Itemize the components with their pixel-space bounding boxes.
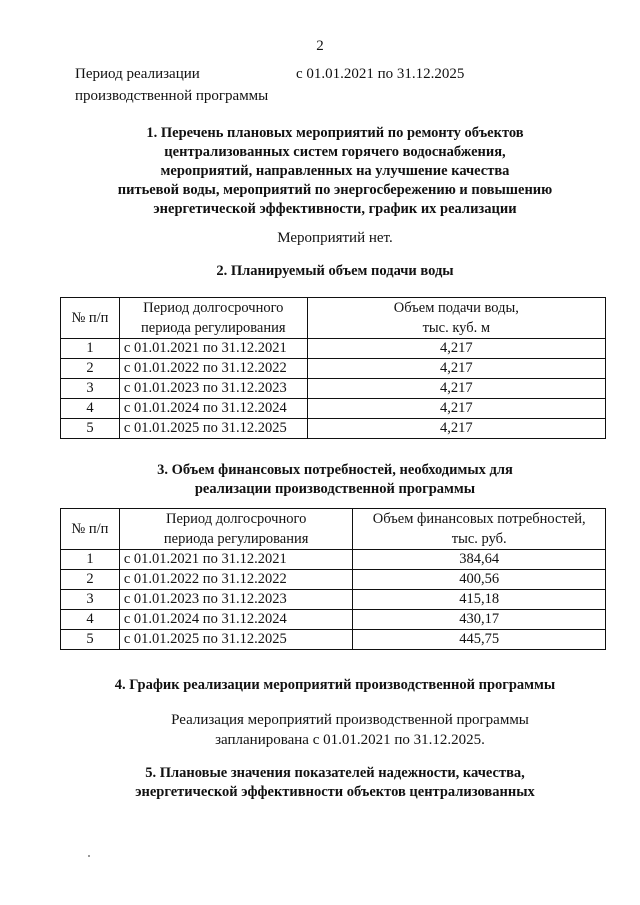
row-number: 2 [61,570,120,590]
financial-needs-table [60,508,606,650]
section4-heading: 4. График реализации мероприятий производственной программы [114,677,556,693]
scan-speck [88,855,90,857]
row-period: с 01.01.2021 по 31.12.2021 [119,550,353,570]
column-header-period: Период долгосрочного периода регулирования [119,298,307,339]
column-header-number: № п/п [61,509,120,550]
section1-heading-line: централизованных систем горячего водоснабжения, [164,144,506,160]
row-period: с 01.01.2024 по 31.12.2024 [119,399,307,419]
period-value: с 01.01.2021 по 31.12.2025 [296,66,465,82]
section3-heading-line: 3. Объем финансовых потребностей, необходимых для [157,462,513,478]
section5-heading-line: энергетической эффективности объектов централизованных [135,784,535,800]
row-number: 2 [61,359,120,379]
supply-volume-table [60,297,606,439]
row-value: 4,217 [307,379,605,399]
table-row [61,399,606,419]
table-row [61,630,606,650]
section1-heading-line: энергетической эффективности, график их реализации [153,201,517,217]
section1-heading-line: 1. Перечень плановых мероприятий по ремонту объектов [146,125,524,141]
table-row [61,339,606,359]
row-number: 5 [61,630,120,650]
page-number: 2 [316,38,324,54]
row-period: с 01.01.2022 по 31.12.2022 [119,570,353,590]
row-period: с 01.01.2021 по 31.12.2021 [119,339,307,359]
row-period: с 01.01.2024 по 31.12.2024 [119,610,353,630]
row-value: 445,75 [353,630,606,650]
section4-text-line: запланирована с 01.01.2021 по 31.12.2025. [215,732,485,748]
table-header-row [61,509,606,550]
table-row [61,550,606,570]
table-row [61,419,606,439]
row-value: 400,56 [353,570,606,590]
row-number: 1 [61,550,120,570]
section2-heading: 2. Планируемый объем подачи воды [216,263,454,279]
row-value: 4,217 [307,399,605,419]
section1-heading-line: питьевой воды, мероприятий по энергосбережению и повышению [117,182,553,198]
section5-heading [60,764,610,802]
section4-text-line: Реализация мероприятий производственной программы [171,712,529,728]
row-number: 4 [61,399,120,419]
row-value: 415,18 [353,590,606,610]
row-number: 3 [61,590,120,610]
row-period: с 01.01.2025 по 31.12.2025 [119,630,353,650]
column-header-period: Период долгосрочного периода регулирования [119,509,353,550]
table-header-row [61,298,606,339]
section3-heading [60,461,610,499]
table-row [61,379,606,399]
period-label: Период реализации производственной программы [75,66,269,104]
table-row [61,359,606,379]
section1-heading [60,124,610,219]
row-period: с 01.01.2025 по 31.12.2025 [119,419,307,439]
row-number: 5 [61,419,120,439]
row-number: 4 [61,610,120,630]
section5-heading-line: 5. Плановые значения показателей надежности, качества, [145,765,525,781]
row-value: 384,64 [353,550,606,570]
row-value: 430,17 [353,610,606,630]
row-value: 4,217 [307,339,605,359]
row-period: с 01.01.2022 по 31.12.2022 [119,359,307,379]
column-header-volume: Объем подачи воды, тыс. куб. м [307,298,605,339]
row-number: 3 [61,379,120,399]
row-value: 4,217 [307,419,605,439]
row-period: с 01.01.2023 по 31.12.2023 [119,379,307,399]
row-number: 1 [61,339,120,359]
column-header-finance: Объем финансовых потребностей, тыс. руб. [353,509,606,550]
section3-heading-line: реализации производственной программы [194,481,476,497]
table-row [61,570,606,590]
row-value: 4,217 [307,359,605,379]
section1-heading-line: мероприятий, направленных на улучшение качества [160,163,510,179]
table-row [61,610,606,630]
table-row [61,590,606,610]
row-period: с 01.01.2023 по 31.12.2023 [119,590,353,610]
section4-text [75,710,625,750]
column-header-number: № п/п [61,298,120,339]
section1-text: Мероприятий нет. [277,230,393,246]
